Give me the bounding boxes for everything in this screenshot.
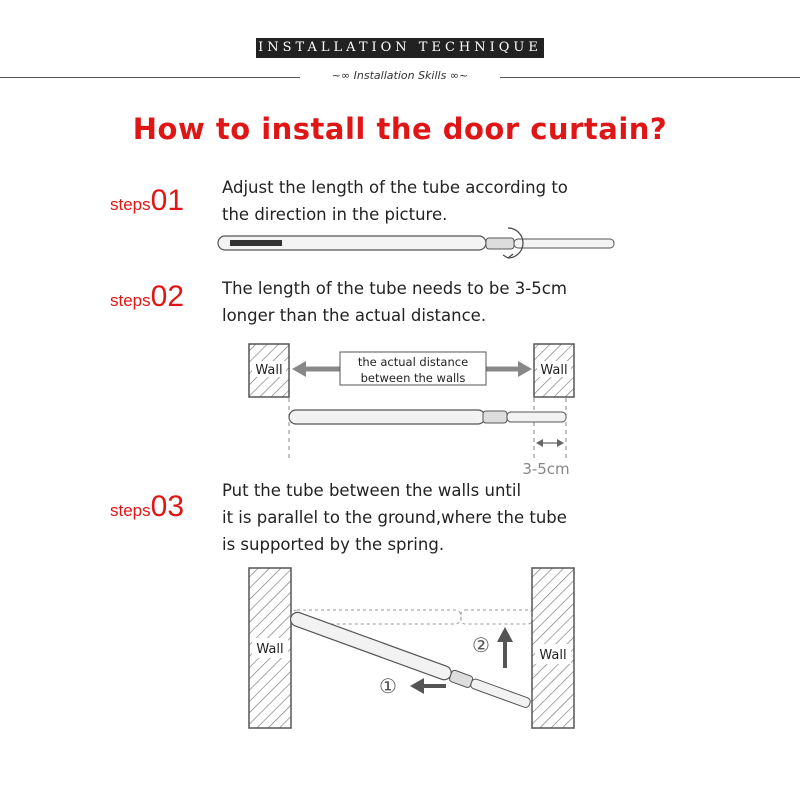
- section-banner: INSTALLATION TECHNIQUE: [256, 38, 544, 58]
- step-number: 02: [150, 280, 185, 313]
- step-number: 01: [150, 184, 185, 217]
- step-marker-1: ①: [379, 674, 397, 698]
- step-02-line-1: The length of the tube needs to be 3-5cm: [222, 279, 567, 298]
- wall-label: Wall: [540, 363, 568, 378]
- step-03-line-3: is supported by the spring.: [222, 535, 445, 554]
- wall-label: Wall: [255, 363, 283, 378]
- distance-label-line-1: the actual distance: [357, 355, 469, 369]
- tilted-rod: [289, 610, 532, 710]
- extra-length-label: 3-5cm: [522, 460, 570, 478]
- step-01-line-1: Adjust the length of the tube according to: [222, 178, 568, 197]
- step-02-line-2: longer than the actual distance.: [222, 306, 487, 325]
- step-prefix: steps: [110, 501, 151, 520]
- step-prefix: steps: [110, 195, 151, 214]
- right-wall: [532, 568, 574, 728]
- target-rod-outline: [291, 610, 532, 624]
- subtitle-text: Installation Skills: [353, 69, 447, 82]
- push-left-arrow: [410, 678, 446, 694]
- left-wall: [249, 568, 291, 728]
- distance-label-line-2: between the walls: [360, 371, 466, 385]
- step-01-line-2: the direction in the picture.: [222, 205, 448, 224]
- step-03-line-1: Put the tube between the walls until: [222, 481, 522, 500]
- ornament-left-icon: ~∞: [331, 69, 351, 82]
- page-title: How to install the door curtain?: [132, 112, 668, 146]
- wall-label: Wall: [539, 648, 567, 663]
- ornament-right-icon: ∞~: [449, 69, 469, 82]
- step-03-line-2: it is parallel to the ground,where the tube: [222, 508, 567, 527]
- wall-label: Wall: [256, 642, 284, 657]
- step-marker-2: ②: [472, 633, 490, 657]
- lift-up-arrow: [497, 627, 513, 668]
- step-number: 03: [150, 490, 185, 523]
- step-prefix: steps: [110, 291, 151, 310]
